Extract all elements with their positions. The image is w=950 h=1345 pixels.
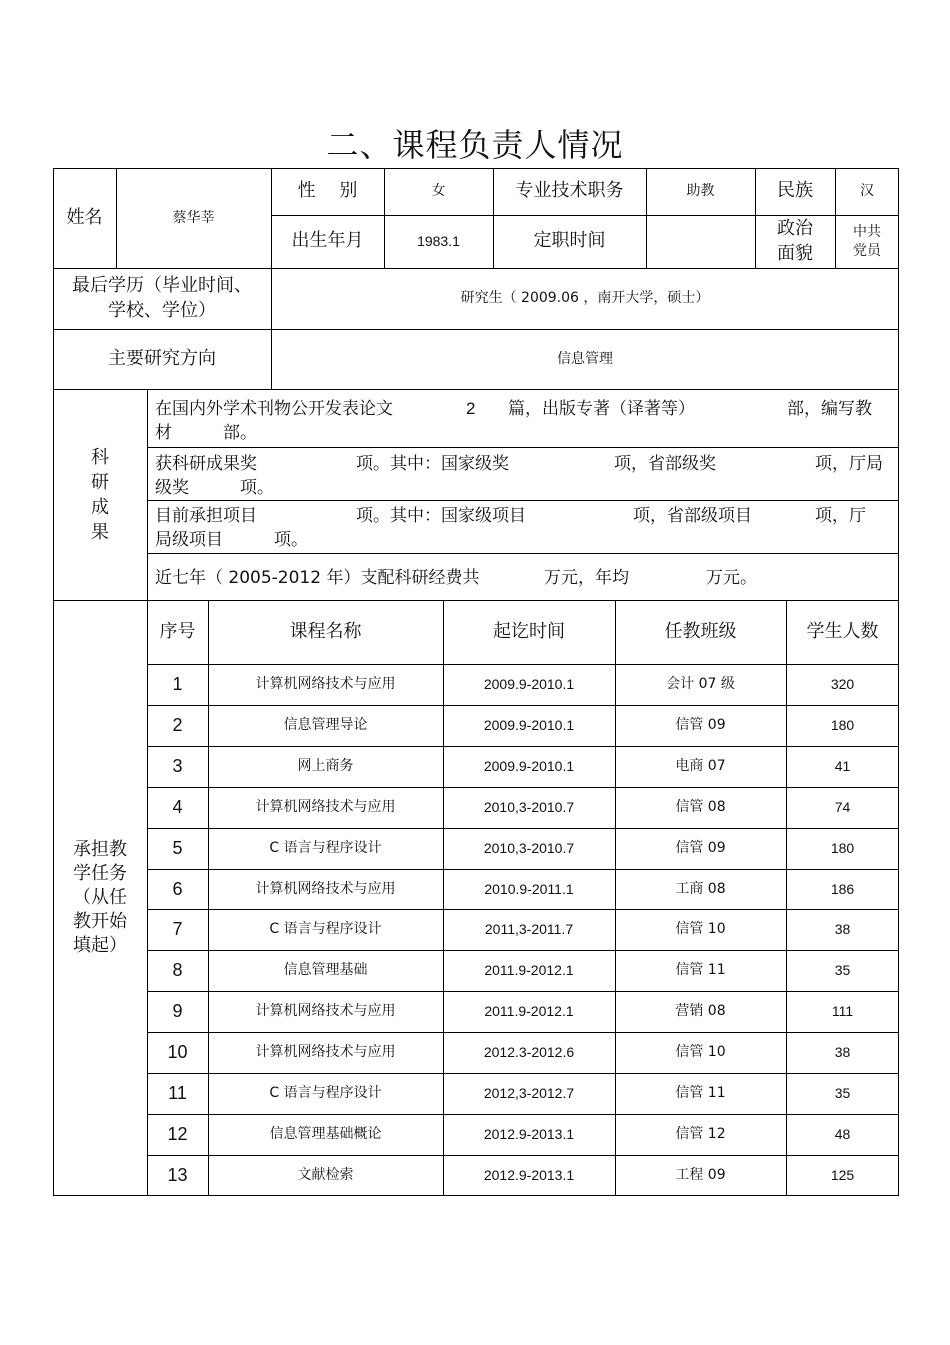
teaching-label-3: （从任 xyxy=(73,887,127,908)
header-students: 学生人数 xyxy=(806,620,879,642)
cell-period: 2011.9-2012.1 xyxy=(484,962,574,979)
cell-students: 180 xyxy=(830,717,855,734)
achievements-label-4: 果 xyxy=(91,521,109,543)
cell-no: 13 xyxy=(167,1165,188,1186)
cell-no: 4 xyxy=(172,797,183,818)
cell-period: 2012,3-2012.7 xyxy=(483,1085,575,1102)
cell-students: 41 xyxy=(834,758,851,775)
cell-course: 计算机网络技术与应用 xyxy=(255,1003,396,1020)
education-label-line2: 学校、学位） xyxy=(108,299,216,321)
cell-class: 信管 10 xyxy=(675,1044,726,1061)
cell-period: 2010.9-2011.1 xyxy=(484,880,574,897)
cell-course: 信息管理基础概论 xyxy=(269,1126,382,1143)
cell-course: 网上商务 xyxy=(297,758,354,775)
cell-class: 营销 08 xyxy=(675,1003,726,1020)
cell-students: 38 xyxy=(834,921,851,938)
cell-no: 7 xyxy=(172,919,183,940)
cell-period: 2011,3-2011.7 xyxy=(484,921,574,938)
achievements-label-2: 研 xyxy=(91,471,109,493)
cell-period: 2012.3-2012.6 xyxy=(483,1044,575,1061)
awards-c: 项，省部级奖 xyxy=(614,454,716,474)
cell-class: 信管 09 xyxy=(675,840,726,857)
cell-period: 2010,3-2010.7 xyxy=(483,799,575,816)
cell-students: 111 xyxy=(831,1003,854,1020)
achievements-label-3: 成 xyxy=(91,496,109,518)
projects-line2: 局级项目 项。 xyxy=(155,530,308,550)
cell-class: 电商 07 xyxy=(675,758,726,775)
cell-no: 5 xyxy=(172,838,183,859)
papers-line2: 材 部。 xyxy=(155,423,257,443)
header-course: 课程名称 xyxy=(289,620,362,642)
cell-students: 180 xyxy=(830,840,855,857)
ethnicity-label: 民族 xyxy=(777,180,813,202)
political-label-line2: 面貌 xyxy=(777,242,813,264)
cell-period: 2012.9-2013.1 xyxy=(483,1167,575,1184)
title-value: 助教 xyxy=(686,183,715,200)
cell-course: 文献检索 xyxy=(297,1167,354,1184)
name-label: 姓名 xyxy=(66,206,103,228)
teaching-label-5: 填起） xyxy=(73,935,127,956)
header-no: 序号 xyxy=(159,620,196,642)
cell-students: 35 xyxy=(834,962,851,979)
birth-value: 1983.1 xyxy=(417,233,460,250)
appoint-value xyxy=(646,215,755,268)
awards-a: 获科研成果奖 xyxy=(155,454,257,474)
cell-no: 3 xyxy=(172,756,183,777)
papers-c: 部，编写教 xyxy=(787,399,872,419)
cell-course: 计算机网络技术与应用 xyxy=(255,676,396,693)
cell-no: 12 xyxy=(167,1124,188,1145)
cell-course: C 语言与程序设计 xyxy=(269,840,382,857)
cell-course: C 语言与程序设计 xyxy=(269,1085,382,1102)
research-label: 主要研究方向 xyxy=(108,347,216,369)
cell-students: 186 xyxy=(830,880,855,897)
cell-no: 10 xyxy=(167,1042,188,1063)
achievements-label-1: 科 xyxy=(91,446,109,468)
education-value: 研究生（ 2009.06 ，南开大学，硕士） xyxy=(460,290,710,307)
education-label-line1: 最后学历（毕业时间、 xyxy=(72,275,252,297)
gender-label: 性 别 xyxy=(297,180,358,202)
birth-label: 出生年月 xyxy=(291,230,364,252)
papers-b: 篇，出版专著（译著等） xyxy=(508,399,695,419)
cell-course: 信息管理基础 xyxy=(283,962,368,979)
name-value: 蔡华莘 xyxy=(172,209,215,226)
cell-no: 6 xyxy=(172,878,183,899)
cell-class: 会计 07 级 xyxy=(666,676,735,693)
header-period: 起讫时间 xyxy=(493,620,565,642)
teaching-label-2: 学任务 xyxy=(73,863,127,884)
cell-students: 320 xyxy=(830,676,855,693)
cell-students: 48 xyxy=(834,1126,851,1143)
research-value: 信息管理 xyxy=(557,350,613,367)
cell-class: 工程 09 xyxy=(675,1167,726,1184)
projects-b: 项。其中：国家级项目 xyxy=(356,506,526,526)
political-value-line2: 党员 xyxy=(853,242,881,259)
cell-class: 信管 09 xyxy=(675,717,726,734)
cell-no: 9 xyxy=(172,1001,183,1022)
political-value-line1: 中共 xyxy=(853,223,881,240)
papers-count: 2 xyxy=(466,399,476,418)
teaching-label-4: 教开始 xyxy=(73,911,127,932)
cell-period: 2009.9-2010.1 xyxy=(483,717,575,734)
cell-class: 信管 12 xyxy=(675,1126,726,1143)
cell-class: 工商 08 xyxy=(675,880,726,897)
political-label-line1: 政治 xyxy=(777,218,813,240)
teaching-label-1: 承担教 xyxy=(73,839,127,860)
ethnicity-value: 汉 xyxy=(860,183,874,200)
page-title: 二、课程负责人情况 xyxy=(326,126,624,164)
cell-no: 2 xyxy=(172,715,183,736)
teaching-label xyxy=(53,600,147,1196)
header-class: 任教班级 xyxy=(664,620,737,642)
appoint-label: 定职时间 xyxy=(533,230,606,252)
cell-class: 信管 10 xyxy=(675,921,726,938)
cell-students: 125 xyxy=(830,1167,855,1184)
cell-period: 2009.9-2010.1 xyxy=(483,676,575,693)
funding-a: 近七年（ 2005-2012 年）支配科研经费共 xyxy=(155,568,480,588)
cell-course: 信息管理导论 xyxy=(283,717,368,734)
political-value xyxy=(835,215,899,268)
projects-c: 项，省部级项目 xyxy=(633,506,752,526)
funding-c: 万元。 xyxy=(706,568,757,588)
cell-no: 1 xyxy=(172,674,183,695)
political-label xyxy=(755,215,835,268)
awards-b: 项。其中：国家级奖 xyxy=(356,454,509,474)
cell-course: C 语言与程序设计 xyxy=(269,921,382,938)
funding-b: 万元，年均 xyxy=(544,568,629,588)
cell-period: 2009.9-2010.1 xyxy=(483,758,575,775)
cell-course: 计算机网络技术与应用 xyxy=(255,1044,396,1061)
cell-period: 2011.9-2012.1 xyxy=(484,1003,574,1020)
cell-no: 8 xyxy=(172,960,183,981)
cell-students: 38 xyxy=(834,1044,851,1061)
cell-students: 74 xyxy=(834,799,851,816)
awards-d: 项，厅局 xyxy=(815,454,883,474)
cell-students: 35 xyxy=(834,1085,851,1102)
projects-d: 项，厅 xyxy=(815,506,866,526)
cell-course: 计算机网络技术与应用 xyxy=(255,880,396,897)
cell-course: 计算机网络技术与应用 xyxy=(255,799,396,816)
cell-class: 信管 11 xyxy=(675,962,726,979)
projects-a: 目前承担项目 xyxy=(155,506,257,526)
cell-period: 2012.9-2013.1 xyxy=(483,1126,575,1143)
gender-value: 女 xyxy=(431,183,446,200)
achievements-label xyxy=(53,389,147,600)
education-label xyxy=(53,268,271,329)
cell-class: 信管 11 xyxy=(675,1085,726,1102)
cell-no: 11 xyxy=(168,1083,187,1104)
cell-period: 2010,3-2010.7 xyxy=(483,840,575,857)
papers-a: 在国内外学术刊物公开发表论文 xyxy=(155,399,393,419)
awards-line2: 级奖 项。 xyxy=(155,478,274,498)
cell-class: 信管 08 xyxy=(675,799,726,816)
title-label: 专业技术职务 xyxy=(515,180,624,202)
